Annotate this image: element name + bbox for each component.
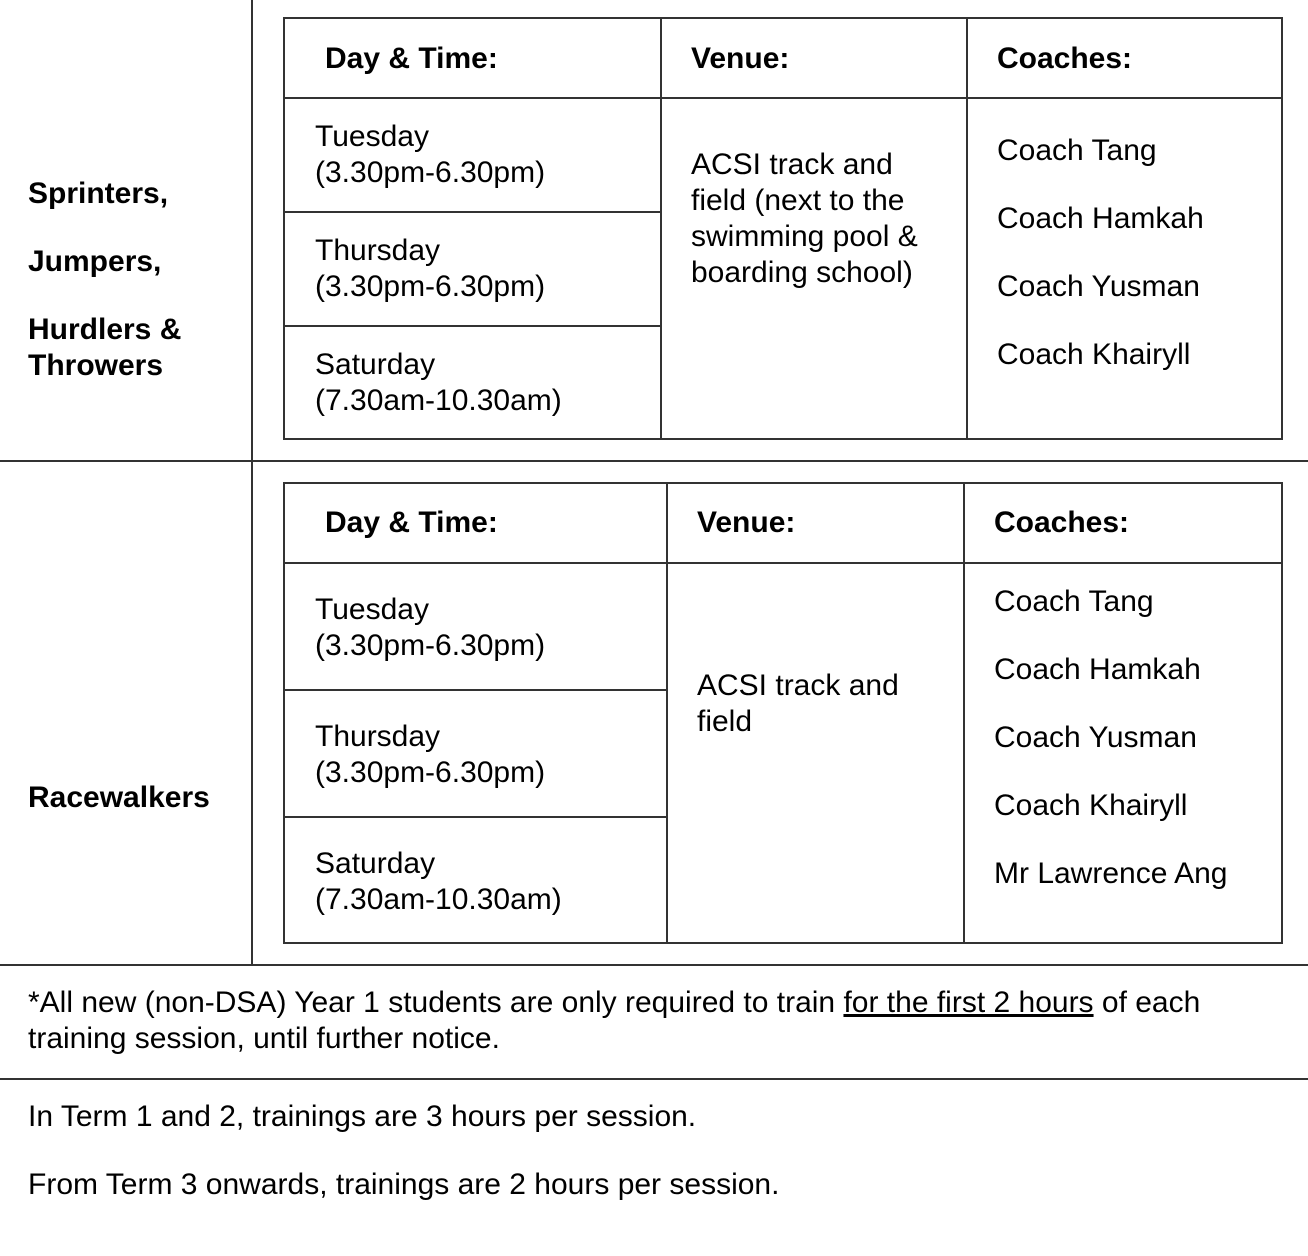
column-divider [251,0,253,964]
year1-training-note [28,985,1288,1057]
coach-name: Coach Yusman [997,270,1200,303]
session-row-thursday [285,211,661,326]
note-text: *All new (non-DSA) Year 1 students are only required to train [28,986,844,1019]
session-time: (3.30pm-6.30pm) [315,270,546,303]
coach-name: Mr Lawrence Ang [994,857,1228,890]
header-coaches [963,484,1281,563]
coach-name: Coach Tang [997,134,1157,167]
session-day: Tuesday [315,120,429,153]
session-row-tuesday [285,562,667,690]
session-time: (3.30pm-6.30pm) [315,156,546,189]
group-label-line: Hurdlers & [28,313,182,346]
session-time: (7.30am-10.30am) [315,883,562,916]
venue-cell [666,562,964,942]
header-label: Day & Time: [325,506,498,539]
venue-line: ACSI track and [691,148,893,181]
header-venue [660,19,967,98]
group-label-line: Sprinters, [28,177,169,210]
section-divider [0,964,1308,966]
venue-cell [660,97,967,438]
note-underlined-text: for the first 2 hours [843,986,1094,1019]
coaches-cell [966,97,1281,438]
coach-name: Coach Khairyll [994,789,1188,822]
header-label: Day & Time: [325,42,498,75]
section-divider [0,460,1308,462]
venue-line: swimming pool & [691,220,918,253]
session-time: (3.30pm-6.30pm) [315,756,546,789]
venue-line: field (next to the [691,184,905,217]
schedule-table-racewalkers [283,482,1283,944]
venue-line: field [697,705,753,738]
coaches-cell [963,562,1281,942]
session-time: (7.30am-10.30am) [315,384,562,417]
coach-name: Coach Hamkah [994,653,1201,686]
coach-name: Coach Khairyll [997,338,1191,371]
term-info-line: From Term 3 onwards, trainings are 2 hours per session. [28,1168,780,1201]
coach-name: Coach Hamkah [997,202,1204,235]
venue-line: ACSI track and [697,669,899,702]
header-label: Coaches: [997,42,1133,75]
header-day-time [285,19,661,98]
session-day: Thursday [315,720,441,753]
session-row-tuesday [285,97,661,212]
note-line [28,985,1288,1021]
header-label: Coaches: [994,506,1130,539]
group-label-racewalkers [28,780,210,816]
note-text: of each [1093,986,1201,1019]
group-label-line: Racewalkers [28,781,210,814]
session-row-saturday [285,325,661,438]
group-label-sprinters [28,176,181,384]
group-label-line: Jumpers, [28,245,162,278]
coach-name: Coach Tang [994,585,1154,618]
group-label-line: Throwers [28,349,164,382]
venue-line: boarding school) [691,256,913,289]
session-time: (3.30pm-6.30pm) [315,629,546,662]
section-divider [0,1078,1308,1080]
header-day-time [285,484,667,563]
term-info-line: In Term 1 and 2, trainings are 3 hours per session. [28,1100,697,1133]
header-coaches [966,19,1281,98]
header-label: Venue: [691,42,790,75]
session-row-saturday [285,816,667,942]
coach-name: Coach Yusman [994,721,1197,754]
session-day: Tuesday [315,593,429,626]
session-day: Thursday [315,234,441,267]
session-row-thursday [285,689,667,817]
schedule-table-sprinters [283,17,1283,440]
header-label: Venue: [697,506,796,539]
session-day: Saturday [315,348,436,381]
session-day: Saturday [315,847,436,880]
header-venue [666,484,964,563]
note-line: training session, until further notice. [28,1022,500,1055]
